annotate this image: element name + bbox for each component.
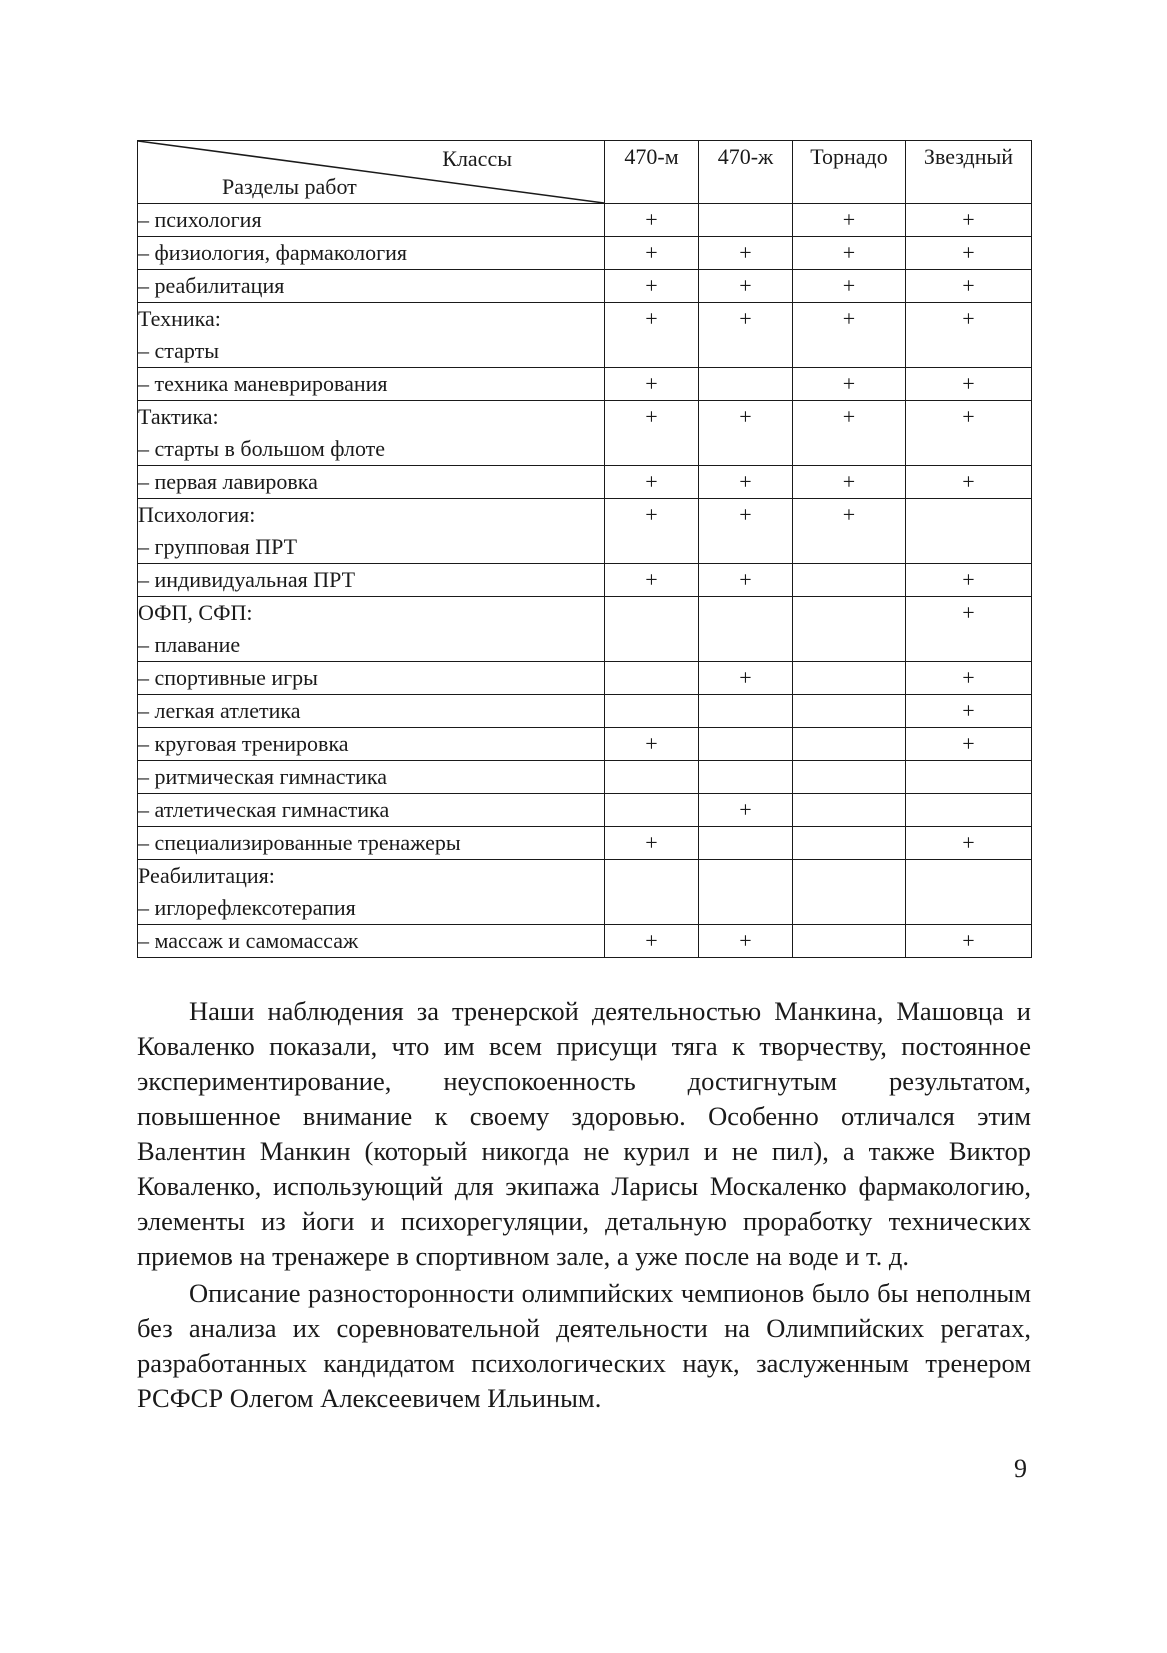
mark-cell: + [699,794,793,827]
paragraph: Наши наблюдения за тренерской деятельностью Манкина, Машовца и Коваленко показали, что им всем присущи тяга к творчеству, постоянное экспериментирование, неуспокоенность достигнутым результатом, повышенное внимание к своему здоровью. Особенно отличался этим Валентин Манкин (который никогда не курил и не пил), а также Виктор Коваленко, использующий для экипажа Ларисы Москаленко фармакологию, элементы из йоги и психорегуляции, детальную проработку технических приемов на тренажере в спортивном зале, а уже после на воде и т. д. [137,996,1031,1271]
mark-cell: + [605,564,699,597]
mark-cell: + [906,270,1032,303]
table-row [138,761,1032,794]
mark-cell [906,499,1032,564]
mark-cell [793,662,906,695]
section-cell [138,564,605,597]
mark-cell: + [605,499,699,564]
mark-cell: + [793,303,906,368]
mark-cell: + [793,466,906,499]
mark-cell [699,368,793,401]
mark-cell [699,827,793,860]
mark-cell [605,761,699,794]
section-cell [138,827,605,860]
mark-cell [605,794,699,827]
column-header: Торнадо [793,141,906,204]
section-line: – старты [138,338,220,363]
table-row [138,564,1032,597]
table-row [138,270,1032,303]
body-text [137,994,1031,1416]
mark-cell [605,860,699,925]
section-line: – психология [138,207,262,232]
corner-label-sections: Разделы работ [222,174,357,199]
diagonal-divider [138,141,604,203]
classes-table [137,140,1032,958]
mark-cell [793,860,906,925]
mark-cell: + [605,204,699,237]
section-line: – спортивные игры [138,665,318,690]
mark-cell [699,761,793,794]
table-row [138,597,1032,662]
mark-cell: + [699,466,793,499]
section-line: – индивидуальная ПРТ [138,567,356,592]
table-body [138,204,1032,958]
diagonal-header-cell [138,141,605,204]
column-header: Звездный [906,141,1032,204]
mark-cell: + [699,564,793,597]
mark-cell: + [699,662,793,695]
table-row [138,401,1032,466]
mark-cell: + [906,564,1032,597]
mark-cell: + [793,368,906,401]
mark-cell: + [906,597,1032,662]
mark-cell [793,761,906,794]
mark-cell: + [605,270,699,303]
section-cell [138,695,605,728]
mark-cell [699,728,793,761]
section-line: – специализированные тренажеры [138,830,461,855]
section-cell [138,499,605,564]
section-cell [138,368,605,401]
mark-cell [699,695,793,728]
mark-cell [699,597,793,662]
mark-cell: + [605,237,699,270]
table-row [138,860,1032,925]
mark-cell: + [906,401,1032,466]
table-header-row [138,141,1032,204]
mark-cell: + [699,270,793,303]
section-line: – массаж и самомассаж [138,928,359,953]
mark-cell: + [605,401,699,466]
mark-cell: + [906,662,1032,695]
mark-cell: + [906,204,1032,237]
section-line: – групповая ПРТ [138,534,298,559]
mark-cell: + [699,303,793,368]
mark-cell: + [605,466,699,499]
mark-cell [699,204,793,237]
mark-cell [906,860,1032,925]
corner-label-classes: Классы [442,146,512,171]
mark-cell: + [906,925,1032,958]
mark-cell [605,597,699,662]
mark-cell: + [906,827,1032,860]
section-cell [138,662,605,695]
section-cell [138,761,605,794]
section-line: – реабилитация [138,273,285,298]
page-number: 9 [1014,1454,1027,1483]
section-line: Психология: [138,502,256,527]
section-cell [138,270,605,303]
mark-cell: + [605,925,699,958]
mark-cell: + [906,466,1032,499]
mark-cell: + [699,925,793,958]
mark-cell [793,827,906,860]
mark-cell [793,794,906,827]
table-row [138,728,1032,761]
mark-cell [906,794,1032,827]
table-row [138,925,1032,958]
table-row [138,368,1032,401]
mark-cell: + [906,695,1032,728]
section-cell [138,401,605,466]
table-row [138,794,1032,827]
mark-cell: + [605,827,699,860]
table-row [138,303,1032,368]
section-line: – техника маневрирования [138,371,388,396]
section-line: – старты в большом флоте [138,436,386,461]
section-line: – легкая атлетика [138,698,301,723]
section-line: Тактика: [138,404,219,429]
mark-cell [605,662,699,695]
section-line: – иглорефлексотерапия [138,895,356,920]
mark-cell: + [605,368,699,401]
mark-cell [906,761,1032,794]
section-line: – ритмическая гимнастика [138,764,387,789]
table-row [138,466,1032,499]
mark-cell [793,728,906,761]
section-cell [138,925,605,958]
mark-cell: + [906,368,1032,401]
section-cell [138,728,605,761]
section-line: – первая лавировка [138,469,318,494]
mark-cell: + [699,499,793,564]
section-cell [138,794,605,827]
table-row [138,695,1032,728]
section-cell [138,597,605,662]
mark-cell [793,925,906,958]
section-cell [138,204,605,237]
table-row [138,237,1032,270]
mark-cell: + [793,204,906,237]
column-header: 470-ж [699,141,793,204]
section-cell [138,860,605,925]
mark-cell: + [906,237,1032,270]
mark-cell: + [699,401,793,466]
mark-cell: + [793,237,906,270]
table-row [138,499,1032,564]
mark-cell [605,695,699,728]
mark-cell: + [906,303,1032,368]
mark-cell: + [605,303,699,368]
table-row [138,662,1032,695]
mark-cell [793,564,906,597]
paragraph: Описание разносторонности олимпийских чемпионов было бы неполным без анализа их соревновательной деятельности на Олимпийских регатах, разработанных кандидатом психологических наук, заслуженным тренером РСФСР Олегом Алексеевичем Ильиным. [137,1278,1031,1413]
section-line: – физиология, фармакология [138,240,407,265]
mark-cell [793,597,906,662]
section-line: – круговая тренировка [138,731,349,756]
section-line: ОФП, СФП: [138,600,253,625]
section-line: Реабилитация: [138,863,275,888]
mark-cell: + [699,237,793,270]
table-row [138,827,1032,860]
section-line: – плавание [138,632,241,657]
section-cell [138,303,605,368]
table-row [138,204,1032,237]
mark-cell: + [793,499,906,564]
mark-cell [699,860,793,925]
section-cell [138,237,605,270]
mark-cell: + [793,401,906,466]
mark-cell: + [906,728,1032,761]
section-cell [138,466,605,499]
section-line: – атлетическая гимнастика [138,797,390,822]
mark-cell: + [605,728,699,761]
mark-cell: + [793,270,906,303]
mark-cell [793,695,906,728]
column-header: 470-м [605,141,699,204]
section-line: Техника: [138,306,221,331]
